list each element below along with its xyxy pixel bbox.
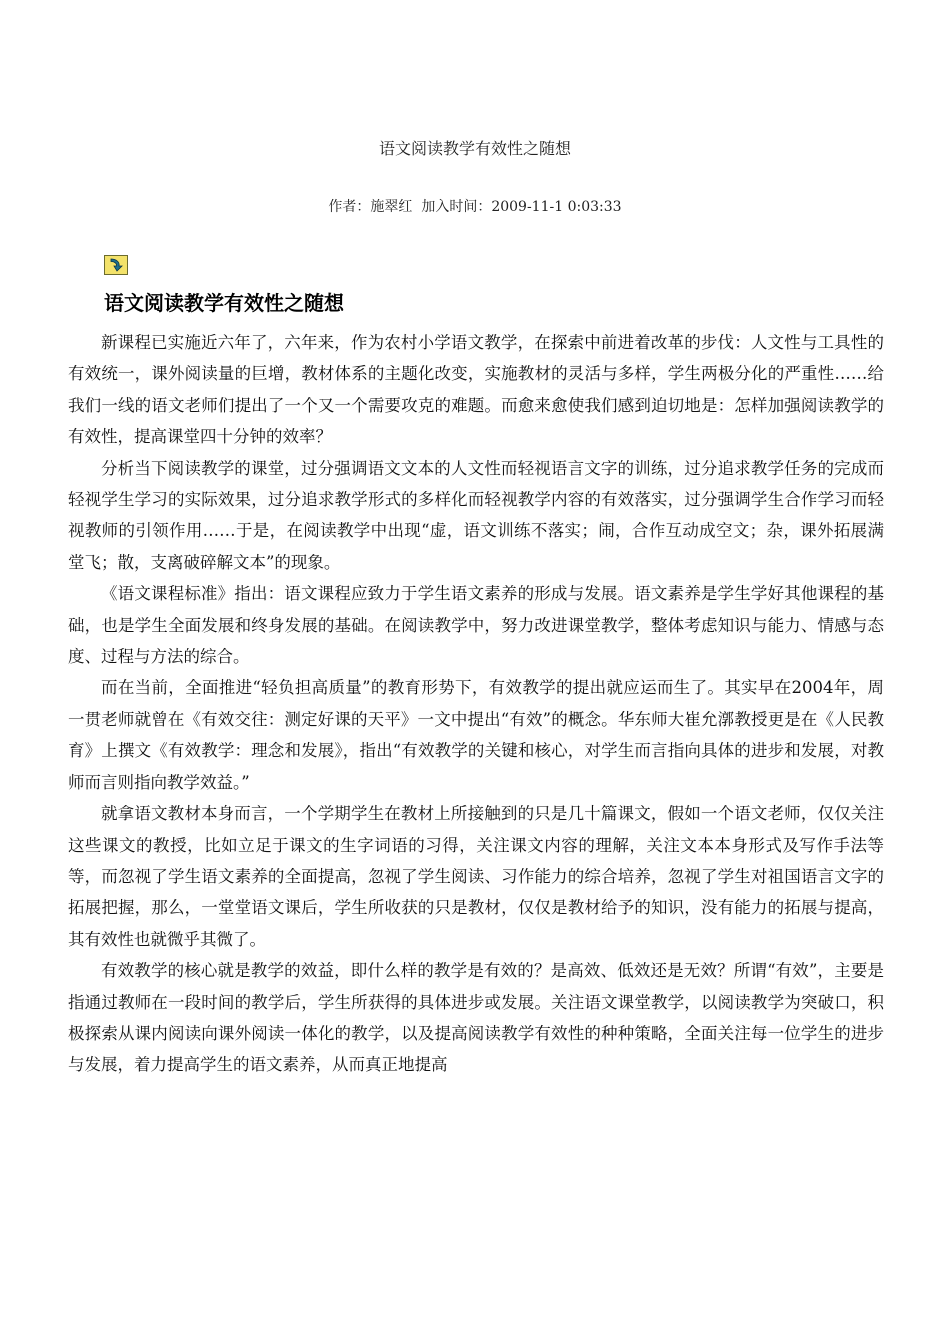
document-link-icon[interactable] — [104, 255, 128, 275]
paragraph: 就拿语文教材本身而言，一个学期学生在教材上所接触到的只是几十篇课文，假如一个语文老师，仅仅关注这些课文的教授，比如立足于课文的生字词语的习得，关注课文内容的理解，关注文本本身形式及写作手法等等，而忽视了学生语文素养的全面提高，忽视了学生阅读、习作能力的综合培养，忽视了学生对祖国语言文字的拓展把握，那么，一堂堂语文课后，学生所收获的只是教材，仅仅是教材给予的知识，没有能力的拓展与提高，其有效性也就微乎其微了。 — [68, 804, 884, 949]
paragraph: 分析当下阅读教学的课堂，过分强调语文文本的人文性而轻视语言文字的训练，过分追求教学任务的完成而轻视学生学习的实际效果，过分追求教学形式的多样化而轻视教学内容的有效落实，过分强调学生合作学习而轻视教师的引领作用……于是，在阅读教学中出现“虚，语文训练不落实；闹，合作互动成空文；杂，课外拓展满堂飞；散，支离破碎解文本”的现象。 — [68, 458, 884, 572]
paragraph: 《语文课程标准》指出：语文课程应致力于学生语文素养的形成与发展。语文素养是学生学好其他课程的基础，也是学生全面发展和终身发展的基础。在阅读教学中，努力改进课堂教学，整体考虑知识与能力、情感与态度、过程与方法的综合。 — [68, 584, 884, 667]
paragraph: 有效教学的核心就是教学的效益，即什么样的教学是有效的？是高效、低效还是无效？所谓“有效”，主要是指通过教师在一段时间的教学后，学生所获得的具体进步或发展。关注语文课堂教学，以阅读教学为突破口，积极探索从课内阅读向课外阅读一体化的教学，以及提高阅读教学有效性的种种策略，全面关注每一位学生的进步与发展，着力提高学生的语文素养，从而真正地提高 — [68, 961, 884, 1075]
paragraph: 而在当前，全面推进“轻负担高质量”的教育形势下，有效教学的提出就应运而生了。其实早在2004年，周一贯老师就曾在《有效交往：测定好课的天平》一文中提出“有效”的概念。华东师大崔允漷教授更是在《人民教育》上撰文《有效教学：理念和发展》，指出“有效教学的关键和核心，对学生而言指向具体的进步和发展，对教师而言则指向教学效益。” — [68, 678, 884, 792]
article-heading: 语文阅读教学有效性之随想 — [104, 291, 344, 315]
author-meta-text: 作者：施翠红 加入时间：2009-11-1 0:03:33 — [328, 199, 622, 215]
paragraph: 新课程已实施近六年了，六年来，作为农村小学语文教学，在探索中前进着改革的步伐：人文性与工具性的有效统一，课外阅读量的巨增，教材体系的主题化改变，实施教材的灵活与多样，学生两极分化的严重性……给我们一线的语文老师们提出了一个又一个需要攻克的难题。而愈来愈使我们感到迫切地是：怎样加强阅读教学的有效性，提高课堂四十分钟的效率？ — [68, 333, 884, 447]
page-title: 语文阅读教学有效性之随想 — [378, 139, 571, 158]
author-meta — [0, 197, 950, 217]
article-body — [68, 327, 884, 1081]
arrow-icon — [105, 256, 127, 274]
